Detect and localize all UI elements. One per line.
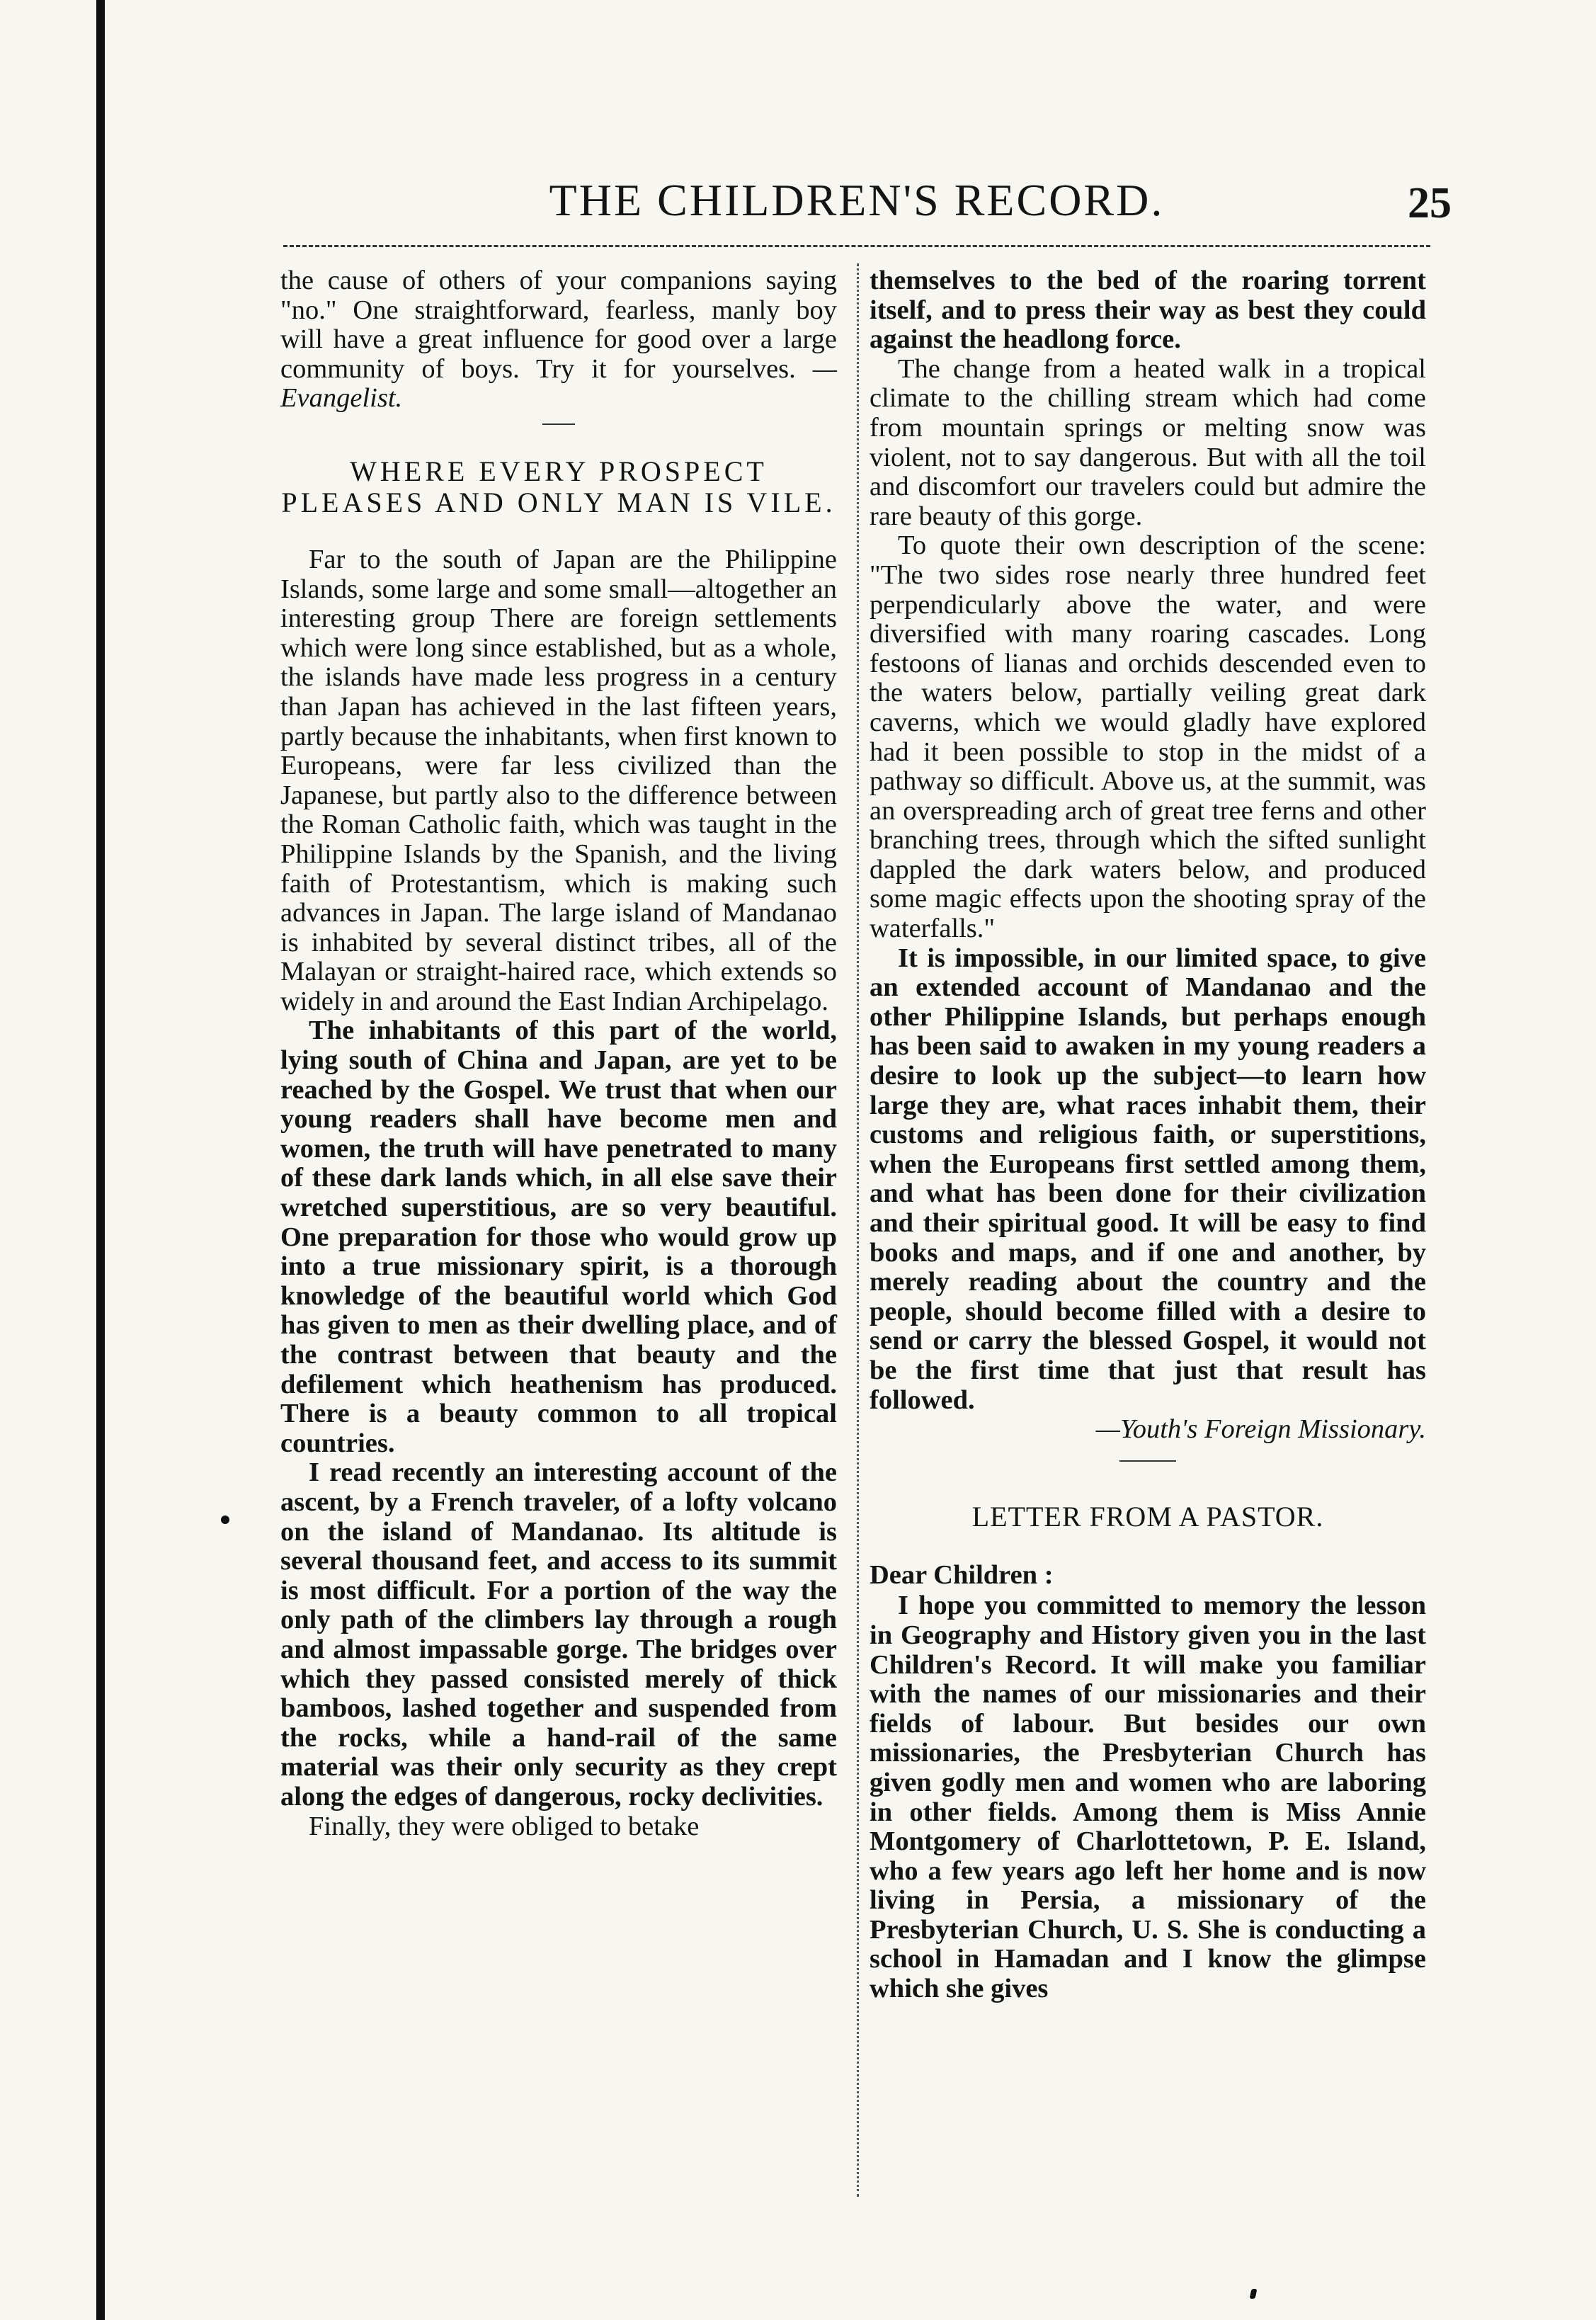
article-paragraph: I read recently an interesting account of the ascent, by a French traveler, of a lofty volcano on the island of Mandanao. Its altitude is several thousand feet, and access to its summit is most difficult. For a portion of the way the only path of the climbers lay through a rough and almost impassable gorge. The bridges over which they passed consisted merely of thick bamboos, lashed together and suspended from the rocks, while a hand-rail of the same material was their only security as they crept along the edges of dangerous, rocky declivities. — [280, 1457, 837, 1812]
article-paragraph: To quote their own description of the scene: "The two sides rose nearly three hundred feet perpendicularly above the water, and were diversified with many roaring cascades. Long festoons of lianas and orchids descended even to the waters below, partially veiling great dark caverns, which we would gladly have explored had it been possible to stop in the midst of a pathway so difficult. Above us, at the summit, was an overspreading arch of great tree ferns and other branching trees, through which the sifted sunlight dappled the dark waters below, and produced some magic effects upon the shooting spray of the waterfalls." — [870, 530, 1426, 944]
article-source: —Youth's Foreign Missionary. — [1095, 1414, 1426, 1445]
section-divider — [1119, 1460, 1176, 1462]
right-column — [870, 266, 1426, 2004]
article-paragraph: Far to the south of Japan are the Philippine Islands, some large and some small—altogether an interesting group There are foreign settlements which were long since established, but as a whole, the islands have made less progress in a century than Japan has achieved in the last fifteen years, partly because the inhabitants, when first known to Europeans, were far less civilized than the Japanese, but partly also to the difference between the Roman Catholic faith, which was taught in the Philippine Islands by the Spanish, and the living faith of Protestantism, which is making such advances in Japan. The large island of Mandanao is inhabited by several distinct tribes, all of the Malayan or straight-haired race, which extends so widely in and around the East Indian Archipelago. — [280, 544, 837, 1016]
column-divider — [857, 263, 859, 2197]
page-title: THE CHILDREN'S RECORD. — [549, 175, 1165, 225]
article-paragraph: The change from a heated walk in a tropical climate to the chilling stream which had come from mountain springs or melting snow was violent, not to say dangerous. But with all the toil and discomfort our travelers could but admire the rare beauty of this gorge. — [870, 353, 1426, 531]
margin-dot — [221, 1516, 229, 1524]
article-paragraph: It is impossible, in our limited space, to give an extended account of Mandanao and the other Philippine Islands, but perhaps enough has been said to awaken in my young readers a desire to look up the subject—to learn how large they are, what races inhabit them, their customs and religious faith, or superstitions, when the Europeans first settled among them, and what has been done for their civilization and their spiritual good. It will be easy to find books and maps, and if one and another, by merely reading about the country and the people, should become filled with a desire to send or carry the blessed Gospel, it would not be the first time that just that result has followed. — [870, 943, 1426, 1415]
header-rule — [283, 245, 1430, 247]
page-header — [276, 174, 1452, 245]
page-number: 25 — [1408, 179, 1452, 227]
article-paragraph: themselves to the bed of the roaring torrent itself, and to press their way as best they could against the headlong force. — [870, 266, 1426, 355]
article-title: WHERE EVERY PROSPECT PLEASES AND ONLY MAN IS VILE. — [281, 455, 836, 518]
binding-edge — [96, 0, 105, 2320]
letter-title: LETTER FROM A PASTOR. — [971, 1500, 1324, 1533]
article-paragraph: Finally, they were obliged to betake — [309, 1811, 700, 1841]
section-divider — [542, 423, 575, 425]
left-column — [280, 266, 837, 1841]
letter-salutation: Dear Children : — [870, 1559, 1054, 1590]
continuation-source: —Evangelist. — [280, 353, 837, 414]
letter-paragraph: I hope you committed to memory the lesson in Geography and History given you in the last Children's Record. It will make you familiar with the names of our missionaries and their fields of labour. But besides our own missionaries, the Presbyterian Church has given godly men and women who are laboring in other fields. Among them is Miss Annie Montgomery of Charlottetown, P. E. Island, who a few years ago left her home and is now living in Persia, a missionary of the Presbyterian Church, U. S. She is conducting a school in Hamadan and I know the glimpse which she gives — [870, 1591, 1426, 2004]
continuation-paragraph: the cause of others of your companions saying "no." One straightforward, fearless, manly boy will have a great influence for good over a large community of boys. Try it for yourselves. —Evangelist. — [280, 266, 837, 414]
footer-mark — [1250, 2289, 1258, 2299]
article-paragraph: The inhabitants of this part of the world, lying south of China and Japan, are yet to be reached by the Gospel. We trust that when our young readers shall have become men and women, the truth will have penetrated to many of these dark lands which, in all else save their wretched superstitious, are so very beautiful. One preparation for those who would grow up into a true missionary spirit, is a thorough knowledge of the beautiful world which God has given to men as their dwelling place, and of the contrast between that beauty and the defilement which heathenism has produced. There is a beauty common to all tropical countries. — [280, 1016, 837, 1458]
